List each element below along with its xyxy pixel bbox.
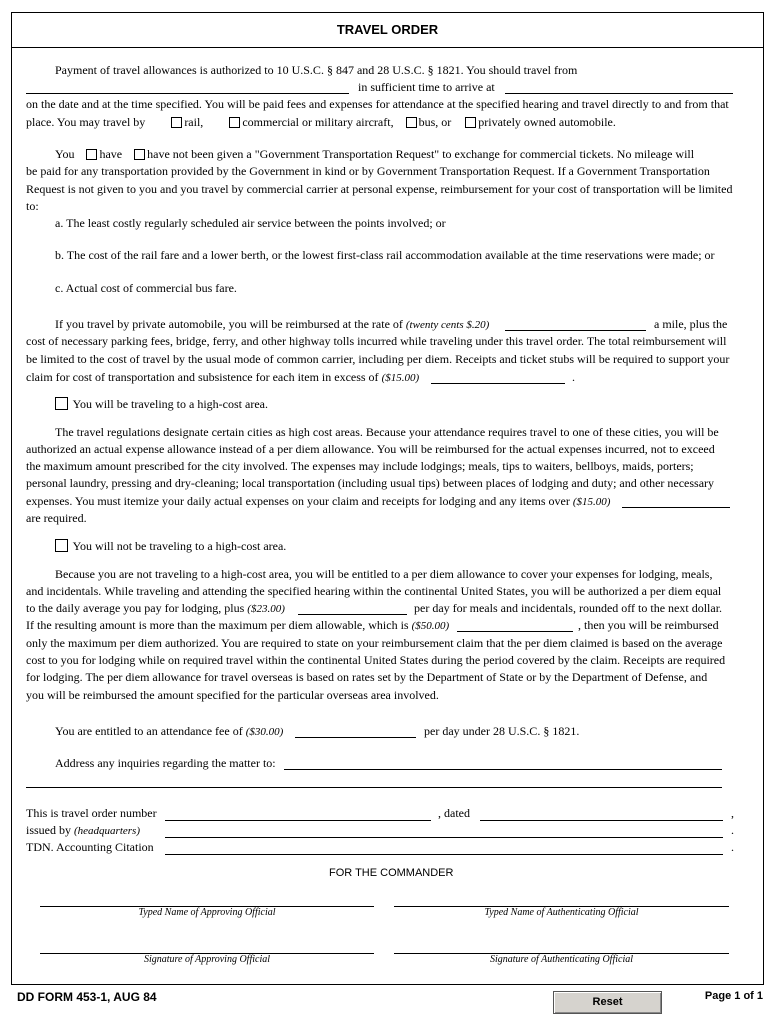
have-not-checkbox[interactable] (134, 149, 145, 160)
high-cost-label: You will be traveling to a high-cost area. (72, 397, 268, 411)
travel-by-label: place. You may travel by (26, 115, 146, 129)
bus-label: bus, or (418, 115, 452, 129)
hc-line3: the maximum amount prescribed for the city involved. The expenses may include lodgings; meals, tips to waiters, bellboys, maids, porters; (26, 459, 694, 473)
aircraft-checkbox[interactable] (229, 117, 240, 128)
have-label: have (99, 147, 123, 161)
tdn-input[interactable] (165, 854, 723, 855)
typed-authenticating-label: Typed Name of Authenticating Official (484, 907, 639, 918)
not-high-cost-label: You will not be traveling to a high-cost area. (72, 539, 287, 553)
form-number: DD FORM 453-1, AUG 84 (17, 990, 157, 1004)
hc-line2: authorized an actual expense allowance instead of a per diem allowance. You will be reimbursed for the actual expenses incurred, not to exceed (26, 442, 715, 456)
hc-line4: personal laundry, pressing and dry-cleaning; local transportation (including usual tips) between places of lodging and duty; and other necessary (26, 476, 715, 490)
p2-line2: be paid for any transportation provided by the Government in kind or by Government Transportation Request. If a Government Transportation (26, 164, 710, 178)
inquiries-label: Address any inquiries regarding the matter to: (55, 756, 276, 770)
reset-button[interactable]: Reset (553, 991, 662, 1014)
for-commander: FOR THE COMMANDER (329, 867, 454, 879)
max-per-diem-input[interactable] (457, 631, 573, 632)
fee-line-b: per day under 28 U.S.C. § 1821. (424, 724, 580, 738)
not-high-cost-option (55, 539, 286, 553)
order-number-input[interactable] (165, 820, 431, 821)
hc-line1: The travel regulations designate certain cities as high cost areas. Because your attendance requires travel to one of these cities, you will be (55, 425, 719, 439)
p3-line3: be limited to the cost of travel by the usual mode of common carrier, including per diem. Receipts and ticket stubs will be required to support your (26, 352, 730, 366)
itemize-hint: ($15.00) (572, 496, 611, 508)
tdn-label: TDN. Accounting Citation (26, 840, 154, 854)
headquarters-input[interactable] (165, 837, 723, 838)
high-cost-checkbox[interactable] (55, 397, 68, 410)
p3-line2: cost of necessary parking fees, bridge, ferry, and other highway tolls incurred while traveling under this travel order. The total reimbursement will (26, 334, 727, 348)
automobile-checkbox[interactable] (465, 117, 476, 128)
automobile-label: privately owned automobile. (478, 115, 616, 129)
arrive-at-input[interactable] (505, 93, 733, 94)
p3-line4 (26, 370, 419, 385)
p1-line1: Payment of travel allowances is authorized to 10 U.S.C. § 847 and 28 U.S.C. § 1821. You should travel from (55, 63, 578, 77)
excess-amount-input[interactable] (431, 383, 565, 384)
issued-by-label (26, 823, 140, 838)
lodging-plus-hint: ($23.00) (247, 603, 285, 615)
rate-hint: (twenty cents $.20) (405, 319, 490, 331)
sig-authenticating-label: Signature of Authenticating Official (489, 954, 634, 965)
issued-by-hint: (headquarters) (74, 825, 140, 837)
p2-line3: Request is not given to you and you travel by commercial carrier at personal expense, reimbursement for your cost of transportation will be limited (26, 182, 733, 196)
rail-checkbox[interactable] (171, 117, 182, 128)
issued-by-text: issued by (26, 823, 71, 837)
form-title: TRAVEL ORDER (12, 13, 763, 48)
you-label: You (55, 147, 75, 161)
option-b: b. The cost of the rail fare and a lower berth, or the lowest first-class rail accommodation available at the time reservations were made; or (55, 248, 715, 262)
dated-label: , dated (438, 806, 470, 820)
fee-text: You are entitled to an attendance fee of (55, 724, 243, 738)
fee-line (55, 724, 283, 739)
have-not-label: have not been given a "Government Transportation Request" to exchange for commercial tickets. No mileage will (147, 147, 695, 161)
inquiries-input-2[interactable] (26, 787, 722, 788)
order-number-label: This is travel order number (26, 806, 157, 820)
nhc-line8: you will be reimbursed the amount specified for the particular overseas area involved. (26, 688, 439, 702)
order-comma: , (731, 806, 734, 820)
max-per-diem-hint: ($50.00) (411, 620, 450, 632)
nhc-line5: only the maximum per diem authorized. You are required to state on your reimbursement claim that the per diem claimed is based on the average (26, 636, 723, 650)
nhc-line6: cost to you for lodging while on required travel within the continental United States during the period covered by the claim. Receipts are required (26, 653, 726, 667)
excess-hint: ($15.00) (381, 372, 420, 384)
p2-line4: to: (26, 199, 39, 213)
mileage-rate-input[interactable] (505, 330, 646, 331)
hc-line6: are required. (26, 511, 87, 525)
bus-checkbox[interactable] (406, 117, 417, 128)
nhc-line3b: per day for meals and incidentals, rounded off to the next dollar. (414, 601, 723, 615)
nhc-line7: for lodging. The per diem allowance for travel overseas is based on rates set by the Department of State or by the Department of Defense, and (26, 670, 708, 684)
p1-line4 (26, 115, 616, 129)
p3-line1 (55, 317, 489, 332)
rail-label: rail, (184, 115, 204, 129)
issued-dot: . (731, 823, 734, 837)
nhc-line1: Because you are not traveling to a high-cost area, you will be entitled to a per diem allowance to cover your expenses for lodging, meals, (55, 567, 713, 581)
aircraft-label: commercial or military aircraft, (242, 115, 394, 129)
itemize-text: expenses. You must itemize your daily actual expenses on your claim and receipts for lodging and any items over (26, 494, 570, 508)
excess-text: claim for cost of transportation and subsistence for each item in excess of (26, 370, 379, 384)
travel-from-input[interactable] (26, 93, 349, 94)
p3-period: . (572, 370, 575, 384)
typed-approving-label: Typed Name of Approving Official (138, 907, 276, 918)
p1-line3: on the date and at the time specified. You will be paid fees and expenses for attendance at the specified hearing and travel directly to and from that (26, 97, 729, 111)
nhc-line3 (26, 601, 285, 616)
p2-line1 (55, 147, 694, 161)
have-checkbox[interactable] (86, 149, 97, 160)
high-cost-option (55, 397, 268, 411)
p1-line2: in sufficient time to arrive at (358, 80, 495, 94)
sig-approving-label: Signature of Approving Official (143, 954, 270, 965)
nhc-line4 (26, 618, 449, 633)
option-a: a. The least costly regularly scheduled air service between the points involved; or (55, 216, 446, 230)
tdn-dot: . (731, 840, 734, 854)
order-date-input[interactable] (480, 820, 723, 821)
itemize-amount-input[interactable] (622, 507, 730, 508)
option-c: c. Actual cost of commercial bus fare. (55, 281, 237, 295)
mile-plus: a mile, plus the (654, 317, 728, 331)
hc-line5 (26, 494, 610, 509)
page-indicator: Page 1 of 1 (704, 990, 763, 1002)
meals-amount-input[interactable] (298, 614, 407, 615)
fee-hint: ($30.00) (245, 726, 284, 738)
not-high-cost-checkbox[interactable] (55, 539, 68, 552)
lodging-plus-text: to the daily average you pay for lodging, plus (26, 601, 245, 615)
max-per-diem-text: If the resulting amount is more than the maximum per diem allowable, which is (26, 618, 409, 632)
rate-text: If you travel by private automobile, you will be reimbursed at the rate of (55, 317, 403, 331)
nhc-line2: and incidentals. While traveling and attending the specified hearing within the continental United States, you will be authorized a per diem equal (26, 584, 722, 598)
nhc-line4b: , then you will be reimbursed (578, 618, 719, 632)
attendance-fee-input[interactable] (295, 737, 416, 738)
inquiries-input-1[interactable] (284, 769, 722, 770)
